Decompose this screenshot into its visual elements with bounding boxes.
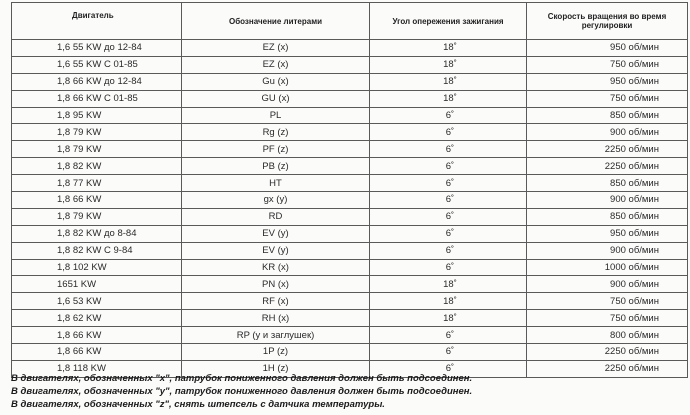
cell-angle: 6˚: [370, 360, 527, 377]
footnote-z: В двигателях, обозначенных "z", снять штепсель с датчика температуры.: [11, 399, 385, 410]
cell-letters: Gu (x): [182, 73, 370, 90]
footnote-y: В двигателях, обозначенных "у", патрубок пониженного давления должен быть подсоединен.: [11, 386, 473, 397]
header-letters: Обозначение литерами: [182, 3, 370, 40]
cell-engine: 1,8 66 KW: [12, 192, 182, 209]
cell-angle: 18˚: [370, 40, 527, 57]
table-row: [12, 124, 688, 141]
cell-engine: 1,6 55 KW до 12-84: [12, 40, 182, 57]
cell-engine: 1,8 66 KW: [12, 327, 182, 344]
cell-angle: 18˚: [370, 90, 527, 107]
header-speed: Скорость вращения во время регулировки: [527, 3, 688, 40]
cell-speed: 850 об/мин: [527, 175, 688, 192]
cell-letters: PL: [182, 107, 370, 124]
cell-letters: RD: [182, 208, 370, 225]
cell-angle: 6˚: [370, 242, 527, 259]
table-row: [12, 225, 688, 242]
table-row: [12, 56, 688, 73]
cell-angle: 18˚: [370, 276, 527, 293]
cell-engine: 1,8 79 KW: [12, 208, 182, 225]
cell-letters: EV (y): [182, 242, 370, 259]
table-row: [12, 141, 688, 158]
cell-angle: 6˚: [370, 327, 527, 344]
cell-letters: EV (y): [182, 225, 370, 242]
cell-letters: gx (y): [182, 192, 370, 209]
header-angle: Угол опережения зажигания: [370, 3, 527, 40]
table-row: [12, 158, 688, 175]
cell-speed: 900 об/мин: [527, 192, 688, 209]
cell-speed: 750 об/мин: [527, 310, 688, 327]
cell-speed: 850 об/мин: [527, 208, 688, 225]
cell-letters: RF (x): [182, 293, 370, 310]
cell-angle: 18˚: [370, 310, 527, 327]
cell-letters: RP (y и заглушек): [182, 327, 370, 344]
cell-engine: 1,8 95 KW: [12, 107, 182, 124]
cell-engine: 1,8 82 KW: [12, 158, 182, 175]
cell-angle: 6˚: [370, 259, 527, 276]
header-engine: Двигатель: [12, 3, 182, 40]
cell-angle: 6˚: [370, 225, 527, 242]
table-body: [12, 40, 688, 378]
cell-engine: 1,8 82 KW C 9-84: [12, 242, 182, 259]
cell-letters: RH (x): [182, 310, 370, 327]
cell-letters: EZ (x): [182, 56, 370, 73]
cell-speed: 950 об/мин: [527, 40, 688, 57]
table-row: [12, 293, 688, 310]
cell-angle: 6˚: [370, 175, 527, 192]
cell-speed: 1000 об/мин: [527, 259, 688, 276]
cell-engine: 1,8 66 KW C 01-85: [12, 90, 182, 107]
table-row: [12, 175, 688, 192]
cell-engine: 1651 KW: [12, 276, 182, 293]
cell-angle: 6˚: [370, 344, 527, 361]
cell-letters: GU (x): [182, 90, 370, 107]
cell-engine: 1,8 79 KW: [12, 141, 182, 158]
table-row: [12, 40, 688, 57]
table-row: [12, 90, 688, 107]
cell-angle: 6˚: [370, 158, 527, 175]
cell-engine: 1,8 79 KW: [12, 124, 182, 141]
cell-engine: 1,8 66 KW: [12, 344, 182, 361]
cell-letters: PF (z): [182, 141, 370, 158]
cell-speed: 2250 об/мин: [527, 360, 688, 377]
cell-angle: 18˚: [370, 293, 527, 310]
cell-speed: 800 об/мин: [527, 327, 688, 344]
table-row: [12, 73, 688, 90]
table-row: [12, 242, 688, 259]
cell-engine: 1,6 53 KW: [12, 293, 182, 310]
cell-letters: PN (x): [182, 276, 370, 293]
table-header: [12, 3, 688, 40]
cell-angle: 6˚: [370, 141, 527, 158]
cell-angle: 6˚: [370, 208, 527, 225]
cell-engine: 1,8 102 KW: [12, 259, 182, 276]
cell-engine: 1,8 118 KW: [12, 360, 182, 377]
cell-angle: 18˚: [370, 73, 527, 90]
footnote-x: В двигателях, обозначенных "х", патрубок пониженного давления должен быть подсоединен.: [11, 373, 473, 384]
cell-speed: 2250 об/мин: [527, 158, 688, 175]
cell-letters: EZ (x): [182, 40, 370, 57]
table-row: [12, 276, 688, 293]
table-row: [12, 259, 688, 276]
cell-engine: 1,8 77 KW: [12, 175, 182, 192]
table-row: [12, 208, 688, 225]
cell-speed: 900 об/мин: [527, 276, 688, 293]
cell-engine: 1,8 82 KW до 8-84: [12, 225, 182, 242]
cell-angle: 6˚: [370, 124, 527, 141]
cell-letters: 1P (z): [182, 344, 370, 361]
cell-letters: Rg (z): [182, 124, 370, 141]
cell-letters: PB (z): [182, 158, 370, 175]
cell-engine: 1,8 66 KW до 12-84: [12, 73, 182, 90]
cell-speed: 950 об/мин: [527, 225, 688, 242]
table-row: [12, 310, 688, 327]
header-row: [12, 3, 688, 40]
table-row: [12, 344, 688, 361]
ignition-spec-table: [11, 2, 688, 378]
table-row: [12, 107, 688, 124]
cell-speed: 900 об/мин: [527, 124, 688, 141]
cell-letters: KR (x): [182, 259, 370, 276]
cell-speed: 750 об/мин: [527, 293, 688, 310]
cell-speed: 750 об/мин: [527, 90, 688, 107]
cell-speed: 850 об/мин: [527, 107, 688, 124]
cell-angle: 18˚: [370, 56, 527, 73]
footnotes: [11, 372, 687, 411]
cell-speed: 2250 об/мин: [527, 141, 688, 158]
cell-engine: 1,8 62 KW: [12, 310, 182, 327]
cell-angle: 6˚: [370, 192, 527, 209]
cell-letters: HT: [182, 175, 370, 192]
cell-speed: 900 об/мин: [527, 242, 688, 259]
cell-engine: 1,6 55 KW C 01-85: [12, 56, 182, 73]
cell-speed: 750 об/мин: [527, 56, 688, 73]
table-row: [12, 192, 688, 209]
cell-letters: 1H (z): [182, 360, 370, 377]
table-row: [12, 327, 688, 344]
cell-speed: 2250 об/мин: [527, 344, 688, 361]
cell-speed: 950 об/мин: [527, 73, 688, 90]
cell-angle: 6˚: [370, 107, 527, 124]
